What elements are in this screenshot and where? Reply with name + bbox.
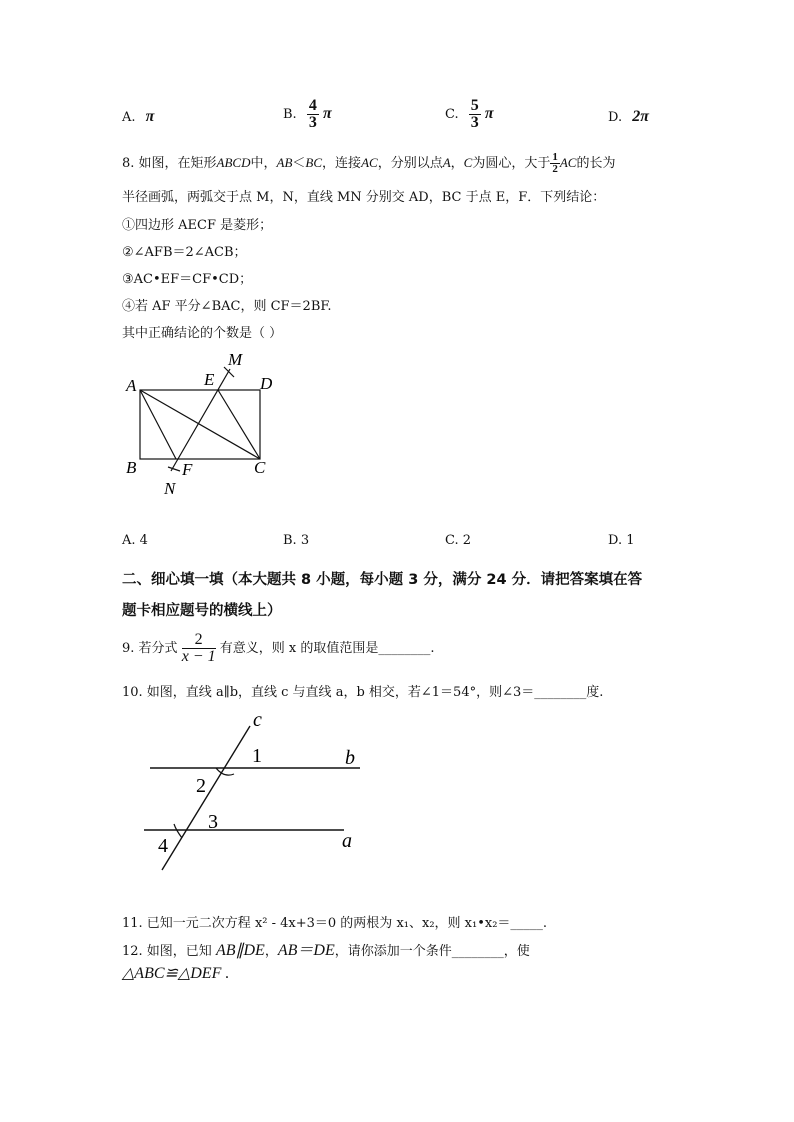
line-c [162,726,250,870]
q8-option-d: D. 1 [608,533,635,548]
label-angle-3: 3 [208,811,218,833]
label-e: E [204,370,215,389]
q9: 9. 若分式 $\frac{2}{x - 1}$ 有意义，则 x 的取值范围是________. [122,631,435,665]
fraction-one-half: $\frac{1}{2}$ [552,151,558,175]
label-b: b [345,747,355,769]
fraction-2-over-x-minus-1: $\frac{2}{x - 1}$ [181,631,216,665]
segment-ec [218,390,260,459]
q7-option-a: A. π [122,108,155,125]
q7-option-c: C. $\frac{5}{3}$ π [445,97,494,131]
arc-mark-n [168,467,180,471]
q8-option-a: A. 4 [122,533,148,548]
angle-arc-lower [174,824,182,838]
label-a: a [342,830,352,852]
label-c: c [253,709,262,731]
line-mn [171,369,230,471]
section-2-heading-line2: 题卡相应题号的横线上） [122,603,282,619]
q12-line1: 12. 如图，已知 AB∥DE，AB＝DE，请你添加一个条件________，使 [122,942,530,959]
label-a: A [126,376,137,395]
q11-text: 11. 已知一元二次方程 x² - 4x+3＝0 的两根为 x₁、x₂，则 x₁•x₂＝_____. [122,916,548,931]
q12-line2: △ABC≌△DEF . [122,965,230,982]
label-angle-2: 2 [196,775,206,797]
section-2-heading-line1: 二、细心填一填（本大题共 8 小题，每小题 3 分，满分 24 分．请把答案填在答 [122,572,643,588]
q10-parallel-lines-figure [138,706,368,876]
label-f: F [182,460,193,479]
label-m: M [228,350,243,369]
q8-conclusion-4: ④若 AF 平分∠BAC，则 CF＝2BF. [122,299,332,314]
q8-rectangle-figure [118,345,288,500]
label-n: N [164,479,176,498]
q7-option-d: D. 2π [608,108,649,125]
q8-conclusion-1: ①四边形 AECF 是菱形； [122,218,273,233]
label-c: C [254,458,266,477]
q10-text: 10. 如图，直线 a∥b，直线 c 与直线 a，b 相交，若∠1＝54°，则∠3＝________度. [122,685,604,700]
label-angle-4: 4 [158,835,168,857]
fraction-5-3: $\frac{5}{3}$ [470,97,479,131]
q8-option-c: C. 2 [445,533,472,548]
q8-conclusion-2: ②∠AFB＝2∠ACB； [122,245,247,260]
q8-line1: 8. 如图，在矩形ABCD中，AB＜BC，连接AC，分别以点A，C为圆心，大于 $\frac{1}{2}$ AC的长为 [122,151,616,175]
label-b: B [126,458,137,477]
q7-option-b: B. $\frac{4}{3}$ π [283,97,332,131]
q8-conclusion-3: ③AC•EF＝CF•CD； [122,272,253,287]
label-angle-1: 1 [252,745,262,767]
q8-line2: 半径画弧，两弧交于点 M，N，直线 MN 分别交 AD，BC 于点 E，F．下列结论： [122,190,606,205]
angle-arc-upper [216,768,234,775]
label-d: D [260,374,273,393]
q8-question: 其中正确结论的个数是（ ） [122,326,283,341]
q8-option-b: B. 3 [283,533,310,548]
fraction-4-3: $\frac{4}{3}$ [308,97,317,131]
